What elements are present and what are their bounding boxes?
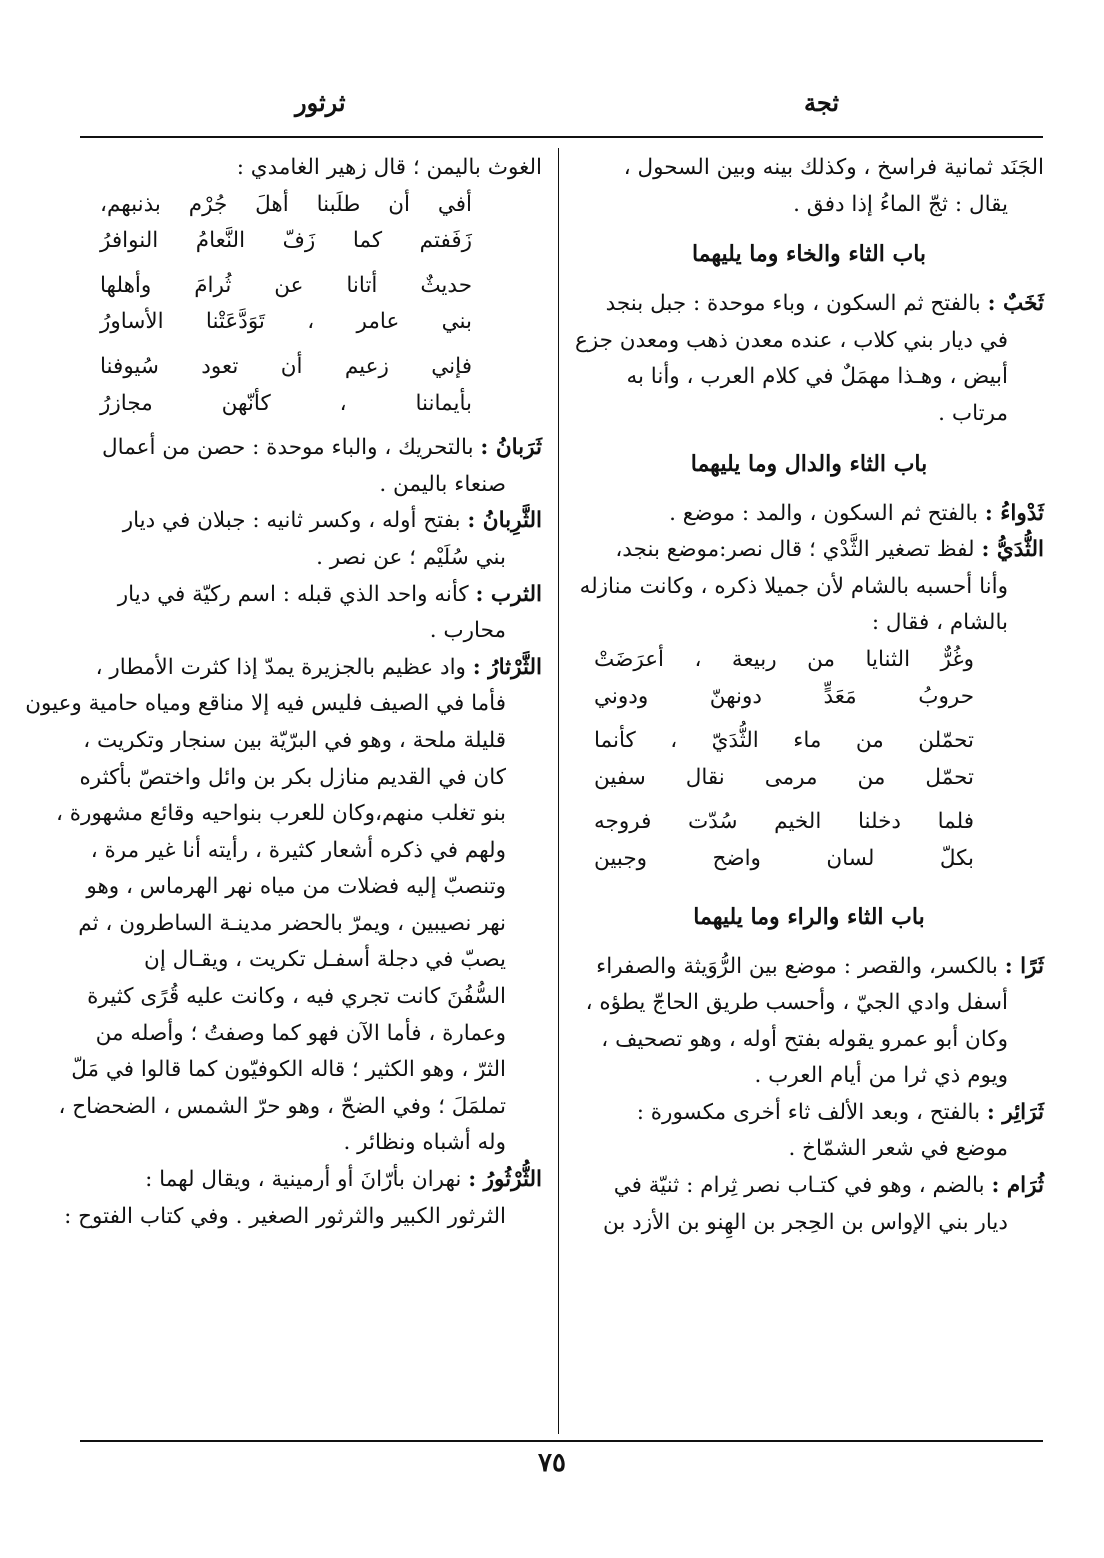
line-text: وعمارة ، فأما الآن فهو كما وصفتُ ؛ وأصله من [95, 1020, 506, 1046]
line-text: محارب . [429, 618, 506, 644]
line-text: لفظ تصغير الثَّدْي ؛ قال نصر:موضع بنجد، [615, 537, 982, 563]
text-line [574, 569, 1044, 606]
line-text: مرتاب . [938, 400, 1008, 426]
left-column [25, 150, 542, 1235]
entry-first-line [574, 286, 1044, 323]
line-text: تملمَلَ ؛ وفي الضحّ ، وهو حرّ الشمس ، الضحضاح ، [58, 1093, 506, 1119]
verse-line: بأيماننا ، كأنّهن مجازرُ [100, 390, 472, 416]
entry-first-line [80, 430, 542, 467]
text-line [80, 979, 542, 1016]
line-text: يقال : ثجّ الماءُ إذا دفق . [793, 191, 1008, 217]
verse-line: فإني زعيم أن تعود سُيوفنا [100, 353, 472, 379]
text-line [80, 1016, 542, 1053]
line-text: الجَنَد ثمانية فراسخ ، وكذلك بينه وبين السحول ، [623, 155, 1044, 180]
text-line [80, 942, 542, 979]
line-text: ويوم ذي ثرا من أيام العرب . [754, 1063, 1008, 1089]
text-line [80, 613, 542, 650]
section-heading: باب الثاء والراء وما يليهما [693, 903, 925, 930]
text-line [80, 467, 542, 504]
line-text: يصبّ في دجلة أسفـل تكريت ، ويقـال إن [144, 947, 506, 973]
line-text: بالفتح ثم السكون ، والمد : موضع . [669, 500, 985, 526]
entry-headword: ثَخَبٌ : [987, 291, 1044, 317]
entry-first-line [574, 496, 1044, 533]
verse-gap [574, 878, 1044, 886]
text-line [574, 187, 1044, 224]
entry-headword: الثرب : [475, 581, 542, 607]
verse-gap [80, 341, 542, 349]
column-divider [558, 148, 559, 1434]
line-text: بالكسر، والقصر : موضع بين الرُّوَيثة والصفراء [596, 953, 1005, 979]
text-line [80, 833, 542, 870]
text-line [574, 605, 1044, 642]
poem-verse [574, 642, 1044, 715]
text-line [574, 323, 1044, 360]
text-line [574, 359, 1044, 396]
entry-headword: الثُّرْثُورُ : [468, 1167, 542, 1193]
entry-headword: ثَرَائِر : [986, 1099, 1044, 1125]
text-line [574, 150, 1044, 187]
line-text: وأنا أحسبه بالشام لأن جميلا ذكره ، وكانت منازله [579, 573, 1008, 599]
poem-verse [80, 187, 542, 260]
line-text: بالتحريك ، والباء موحدة : حصن من أعمال [102, 435, 481, 461]
verse-line: حديثٌ أتانا عن ثُرامَ وأهلها [100, 272, 472, 298]
entry-first-line [80, 650, 542, 687]
verse-line: أفي أن طلَبنا أهلَ جُرْم بذنبهم، [100, 191, 472, 217]
entry-first-line [80, 577, 542, 614]
text-line [574, 1058, 1044, 1095]
line-text: ولهم في ذكره أشعار كثيرة ، رأيته أنا غير مرة ، [90, 837, 506, 863]
verse-gap [574, 715, 1044, 723]
line-text: بالفتح ثم السكون ، وباء موحدة : جبل بنجد [605, 291, 988, 317]
header-rule [80, 136, 1043, 138]
verse-line: بكلّ لسان واضح وجبين [594, 845, 974, 871]
text-line [55, 796, 542, 833]
line-text: واد عظيم بالجزيرة يمدّ إذا كثرت الأمطار ، [95, 654, 473, 680]
line-text: الثرّ ، وهو الكثير ؛ قاله الكوفيّون كما قالوا في مَلّ [71, 1057, 506, 1083]
text-line [71, 1052, 542, 1089]
entry-headword: الثُّدَيُّ : [981, 537, 1044, 563]
line-text: بالشام ، فقال : [871, 610, 1008, 636]
line-text: نهران بأرّانَ أو أرمينية ، ويقال لهما : [145, 1167, 469, 1193]
line-text: الثرثور الكبير والثرثور الصغير . وفي كتاب الفتوح : [64, 1203, 506, 1229]
verse-line: زَفَفتم كما زَفّ النَّعامُ النوافرُ [100, 228, 472, 254]
verse-line: حروبُ مَعَدٍّ دونهنّ ودوني [594, 683, 974, 709]
line-text: أسفل وادي الجيّ ، وأحسب طريق الحاجّ يطؤه ، [585, 990, 1008, 1016]
text-line [574, 396, 1044, 433]
verse-line: وغُرٌّ الثنايا من ربيعة ، أعرَضَتْ [594, 646, 974, 672]
footer-rule [80, 1440, 1043, 1442]
text-line [574, 1131, 1044, 1168]
line-text: كأنه واحد الذي قبله : اسم ركيّة في ديار [117, 581, 476, 607]
entry-headword: ثَرَبانُ : [480, 435, 542, 461]
line-text: نهر نصيبين ، ويمرّ بالحضر مدينـة الساطرون ، ثم [78, 910, 506, 936]
line-text: بنو تغلب منهم،وكان للعرب بنواحيه وقائع مشهورة ، [55, 801, 506, 827]
text-line [574, 985, 1044, 1022]
header-right-word: ثجة [803, 88, 839, 117]
entry-first-line [574, 1095, 1044, 1132]
line-text: وله أشباه ونظائر . [343, 1130, 506, 1156]
line-text: الغوث باليمن ؛ قال زهير الغامدي : [236, 155, 542, 180]
line-text: السُّفُنَ كانت تجري فيه ، وكانت عليه قُرًى كثيرة [87, 984, 506, 1010]
text-line [58, 1089, 542, 1126]
section-heading: باب الثاء والخاء وما يليهما [691, 241, 927, 268]
line-text: بني سُلَيْم ؛ عن نصر . [316, 544, 506, 570]
verse-gap [574, 796, 1044, 804]
verse-line: بني عامر ، تَوَدَّعَتْنا الأساورُ [100, 309, 472, 335]
header-left-word: ثرثور [295, 88, 346, 117]
entry-headword: الثَّرِبانُ : [467, 508, 542, 534]
text-line [80, 1125, 542, 1162]
poem-verse [574, 804, 1044, 877]
line-text: وتنصبّ إليه فضلات من مياه نهر الهرماس ، وهو [86, 874, 506, 900]
entry-headword: ثَرًا : [1004, 953, 1044, 979]
poem-verse [80, 349, 542, 422]
poem-verse [80, 268, 542, 341]
text-line [80, 760, 542, 797]
text-line [64, 1199, 542, 1236]
text-line [80, 869, 542, 906]
line-text: في ديار بني كلاب ، عنده معدن ذهب ومعدن جزع [574, 327, 1008, 353]
verse-gap [80, 260, 542, 268]
line-text: صنعاء باليمن . [379, 471, 506, 497]
entry-headword: ثُرَام : [991, 1173, 1044, 1199]
section-heading: باب الثاء والدال وما يليهما [690, 450, 928, 477]
line-text: كان في القديم منازل بكر بن وائل واختصّ بأكثره [79, 764, 506, 790]
running-header [80, 88, 1044, 124]
line-text: فأما في الصيف فليس فيه إلا مناقع ومياه حامية وعيون [25, 691, 506, 717]
text-line [574, 1205, 1044, 1242]
verse-line: تحمّل من مرمى نقال سفين [594, 764, 974, 790]
entry-first-line [574, 532, 1044, 569]
entry-first-line [80, 503, 542, 540]
line-text: بالضم ، وهو في كتـاب نصر ثِرام : ثنيّة في [613, 1173, 992, 1199]
text-line [25, 686, 542, 723]
line-text: ديار بني الإواس بن الحِجر بن الهِنو بن الأزد بن [603, 1209, 1008, 1235]
line-text: موضع في شعر الشمّاخ . [788, 1136, 1008, 1162]
text-line [80, 150, 542, 187]
text-line [80, 906, 542, 943]
entry-first-line [574, 949, 1044, 986]
text-line [574, 1022, 1044, 1059]
entry-headword: ثَدْواءُ : [984, 500, 1044, 526]
page-number: ٧٥ [538, 1448, 566, 1478]
entry-first-line [574, 1168, 1044, 1205]
text-line [80, 723, 542, 760]
entry-headword: الثَّرْثارُ : [472, 654, 542, 680]
line-text: أبيض ، وهـذا مهمَلٌ في كلام العرب ، وأنا به [626, 364, 1008, 390]
line-text: بفتح أوله ، وكسر ثانيه : جبلان في ديار [122, 508, 468, 534]
poem-verse [574, 723, 1044, 796]
line-text: قليلة ملحة ، وهو في البرّيّة بين سنجار وتكريت ، [83, 727, 506, 753]
line-text: بالفتح ، وبعد الألف ثاء أخرى مكسورة : [636, 1099, 987, 1125]
verse-line: فلما دخلنا الخيم سُدّت فروجه [594, 809, 974, 835]
text-line [80, 540, 542, 577]
right-column [574, 150, 1044, 1241]
verse-gap [80, 422, 542, 430]
entry-first-line [80, 1162, 542, 1199]
verse-line: تحمّلن من ماء الثُّدَيّ ، كأنما [594, 728, 974, 754]
line-text: وكان أبو عمرو يقوله بفتح أوله ، وهو تصحيف ، [601, 1026, 1008, 1052]
